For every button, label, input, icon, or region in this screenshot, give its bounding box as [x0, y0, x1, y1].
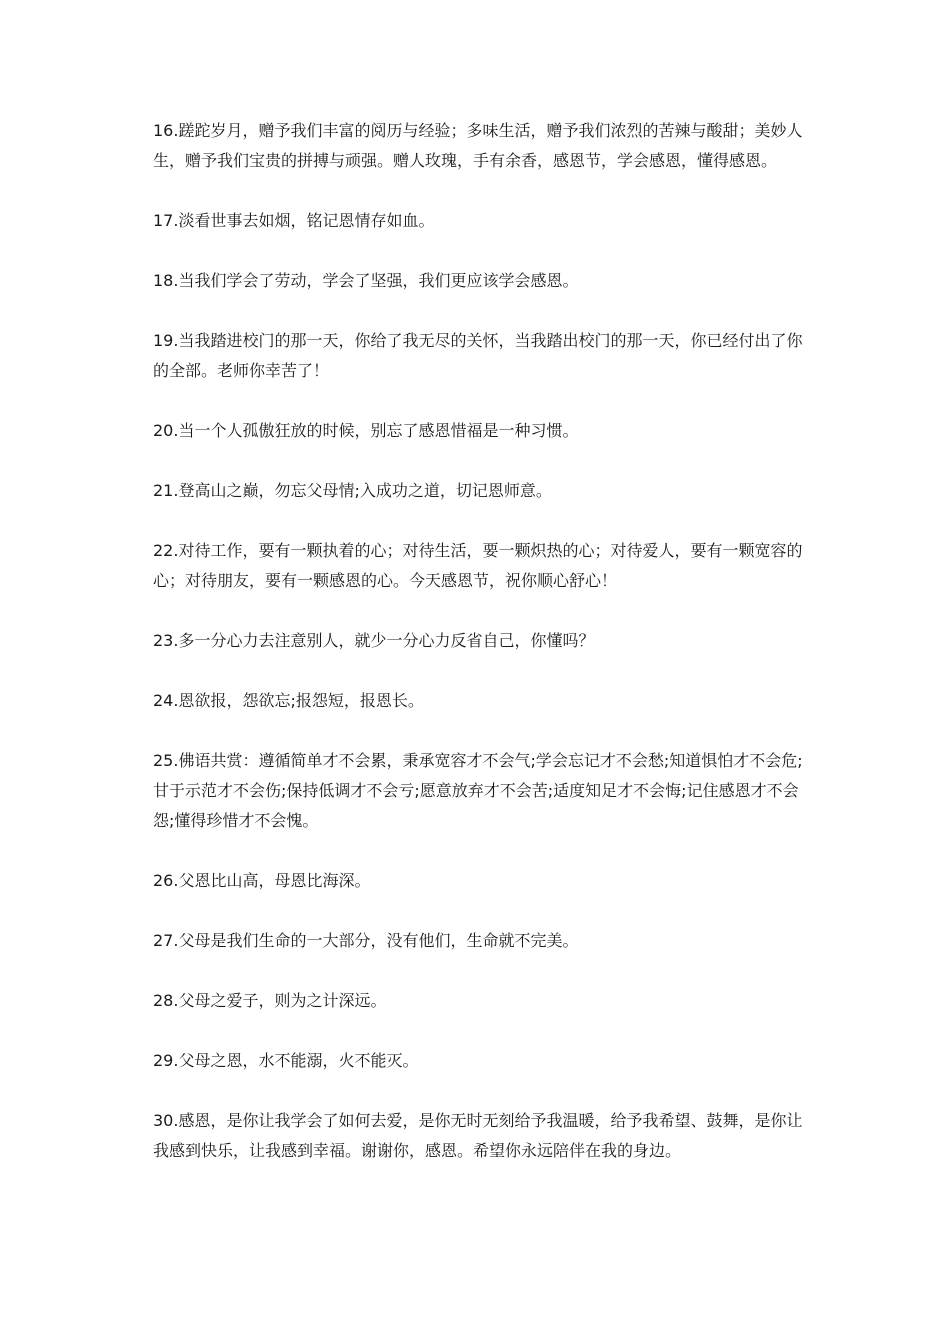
paragraph-23: 23.多一分心力去注意别人，就少一分心力反省自己，你懂吗？: [153, 631, 595, 650]
document-body: [153, 116, 803, 1196]
paragraph-22: 22.对待工作，要有一颗执着的心；对待生活，要一颗炽热的心；对待爱人，要有一颗宽容的心；对待朋友，要有一颗感恩的心。今天感恩节，祝你顺心舒心！: [153, 541, 803, 590]
paragraph-18: 18.当我们学会了劳动，学会了坚强，我们更应该学会感恩。: [153, 271, 579, 290]
paragraph-30: 30.感恩，是你让我学会了如何去爱，是你无时无刻给予我温暖，给予我希望、鼓舞，是你让我感到快乐，让我感到幸福。谢谢你，感恩。希望你永远陪伴在我的身边。: [153, 1111, 803, 1160]
paragraph-28: 28.父母之爱子，则为之计深远。: [153, 991, 387, 1010]
paragraph-27: 27.父母是我们生命的一大部分，没有他们，生命就不完美。: [153, 931, 579, 950]
paragraph-19: 19.当我踏进校门的那一天，你给了我无尽的关怀，当我踏出校门的那一天，你已经付出了你的全部。老师你幸苦了！: [153, 331, 803, 380]
paragraph-24: 24.恩欲报，怨欲忘;报怨短，报恩长。: [153, 691, 424, 710]
paragraph-20: 20.当一个人孤傲狂放的时候，别忘了感恩惜福是一种习惯。: [153, 421, 579, 440]
paragraph-26: 26.父恩比山高，母恩比海深。: [153, 871, 371, 890]
paragraph-25: 25.佛语共赏：遵循简单才不会累，秉承宽容才不会气;学会忘记才不会愁;知道惧怕才不会危;甘于示范才不会伤;保持低调才不会亏;愿意放弃才不会苦;适度知足才不会悔;记住感恩才不会怨;懂得珍惜才不会愧。: [153, 751, 803, 830]
paragraph-29: 29.父母之恩，水不能溺，火不能灭。: [153, 1051, 419, 1070]
paragraph-16: 16.蹉跎岁月，赠予我们丰富的阅历与经验；多味生活，赠予我们浓烈的苦辣与酸甜；美妙人生，赠予我们宝贵的拼搏与顽强。赠人玫瑰，手有余香，感恩节，学会感恩，懂得感恩。: [153, 121, 803, 170]
paragraph-21: 21.登高山之巅，勿忘父母情;入成功之道，切记恩师意。: [153, 481, 552, 500]
paragraph-17: 17.淡看世事去如烟，铭记恩情存如血。: [153, 211, 435, 230]
